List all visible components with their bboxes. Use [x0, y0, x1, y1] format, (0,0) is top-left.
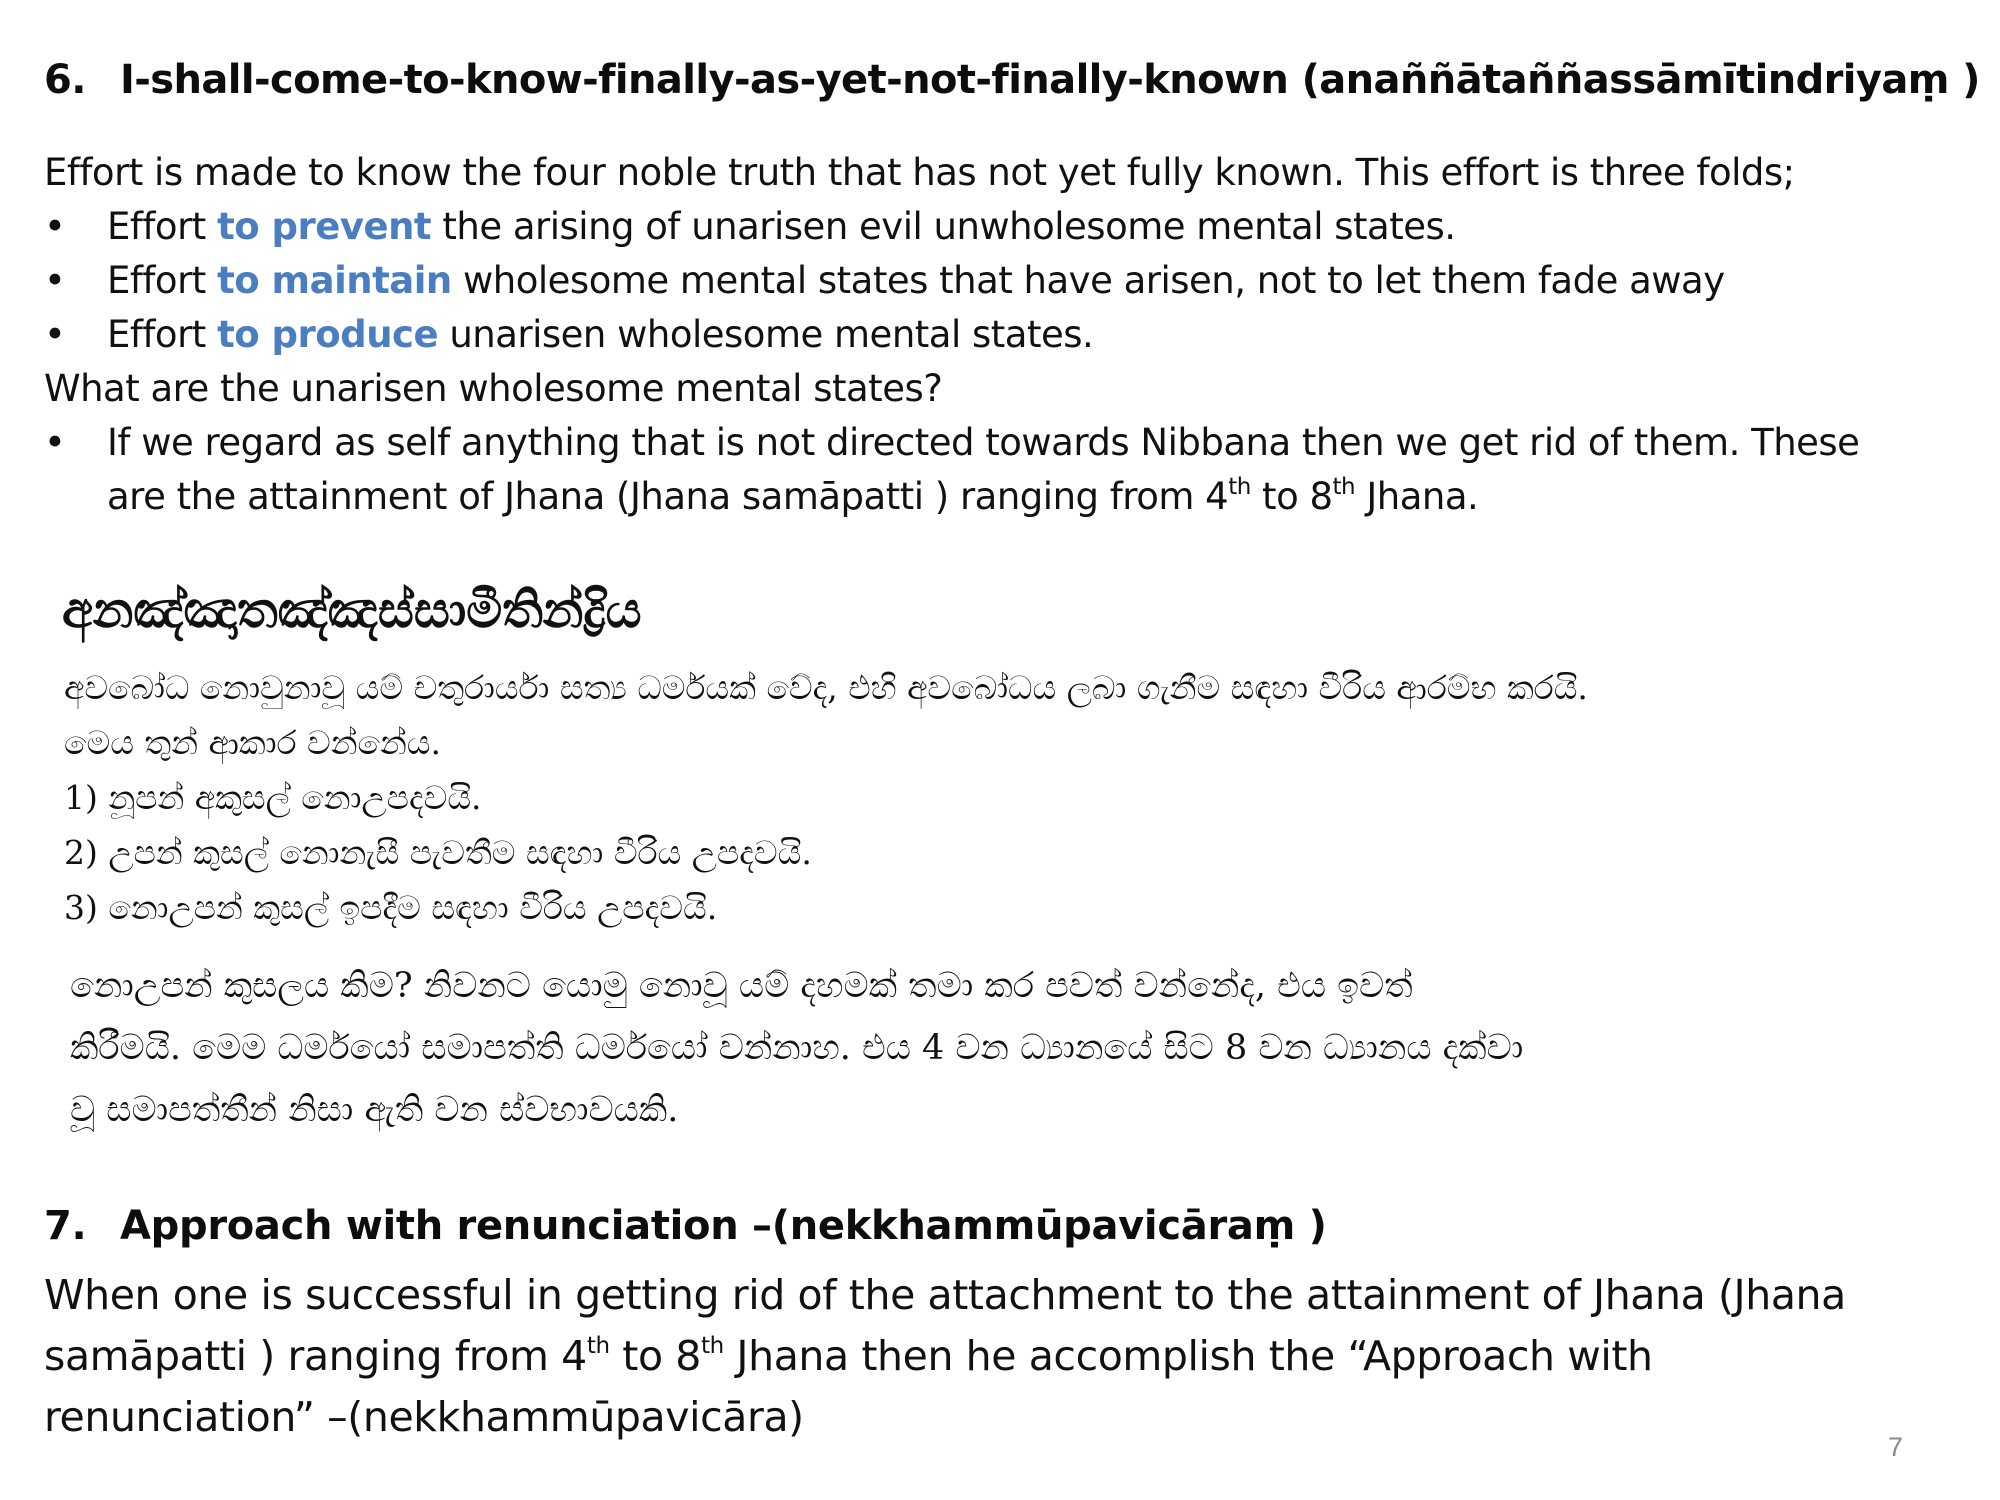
section-7-title: Approach with renunciation –(nekkhammūpavicāraṃ ): [120, 1203, 1327, 1249]
answer-bullet: [44, 416, 1974, 524]
section-7-line-1: When one is successful in getting rid of the attachment to the attainment of Jhana (Jhana: [44, 1271, 1846, 1319]
ordinal-suffix: th: [1228, 473, 1251, 500]
section-6-number: 6.: [44, 57, 86, 103]
effort-post: wholesome mental states that have arisen, not to let them fade away: [451, 259, 1725, 302]
sinhala-para-line-1: නොඋපන් කුසලය කිම? නිවනට යොමු නොවූ යම් දහමක් තමා කර පවත් වන්නේද, එය ඉවත්: [70, 966, 1413, 1006]
section-7-line-2-b: to 8: [609, 1332, 701, 1380]
answer-line-2-b: to 8: [1250, 475, 1333, 518]
section-6-title: I-shall-come-to-know-finally-as-yet-not-finally-known (anaññātaññassāmītindriyaṃ ): [120, 57, 1980, 103]
effort-pre: Effort: [107, 205, 218, 248]
sinhala-item-3: 3) නොඋපන් කුසල් ඉපදීම සඳහා වීරිය උපදවයි.: [64, 888, 718, 927]
effort-highlight-maintain: to maintain: [217, 259, 452, 302]
bullet-dot: •: [44, 259, 66, 302]
section-7-line-3: renunciation” –(nekkhammūpavicāra): [44, 1393, 804, 1441]
section-7-body: [44, 1265, 1974, 1448]
sinhala-item-2: 2) උපන් කුසල් නොනැසී පැවතීම සඳහා වීරිය උපදවයි.: [64, 833, 812, 872]
sinhala-efforts-block: [64, 660, 1964, 935]
bullet-dot: •: [44, 313, 66, 356]
ordinal-suffix: th: [1332, 473, 1356, 500]
section-6-question: What are the unarisen wholesome mental states?: [44, 367, 943, 410]
effort-highlight-prevent: to prevent: [217, 205, 432, 248]
page-number: 7: [1887, 1432, 1903, 1462]
section-7-line-2: [44, 1326, 1974, 1387]
ordinal-suffix: th: [700, 1333, 724, 1360]
bullet-dot: •: [44, 421, 66, 464]
bullet-dot: •: [44, 205, 66, 248]
section-7-line-2-a: samāpatti ) ranging from 4: [44, 1332, 587, 1380]
effort-post: the arising of unarisen evil unwholesome mental states.: [431, 205, 1456, 248]
answer-line-1: If we regard as self anything that is not directed towards Nibbana then we get rid of them. These: [107, 421, 1860, 464]
section-7-line-2-c: Jhana then he accomplish the “Approach with: [723, 1332, 1653, 1380]
effort-bullet-prevent: [44, 200, 1974, 254]
effort-post: unarisen wholesome mental states.: [438, 313, 1094, 356]
section-7-heading: [44, 1202, 1327, 1250]
sinhala-heading: අනඤ්ඤාතඤ්ඤස්සාමීතින්ද්‍රිය: [62, 581, 642, 639]
sinhala-line-2: මෙය තුන් ආකාර වන්නේය.: [64, 723, 442, 762]
effort-bullet-produce: [44, 308, 1974, 362]
answer-line-2-a: are the attainment of Jhana (Jhana samāpatti ) ranging from 4: [107, 475, 1229, 518]
effort-highlight-produce: to produce: [217, 313, 439, 356]
answer-line-2: [107, 470, 1974, 524]
effort-pre: Effort: [107, 259, 218, 302]
section-6-body: [44, 146, 1974, 524]
effort-bullet-maintain: [44, 254, 1974, 308]
section-6-intro: Effort is made to know the four noble truth that has not yet fully known. This effort is three folds;: [44, 151, 1795, 194]
answer-line-2-c: Jhana.: [1355, 475, 1479, 518]
sinhala-para-line-2: කිරීමයි. මෙම ධර්මයෝ සමාපත්ති ධර්මයෝ වන්නාහ. එය 4 වන ධ්‍යානයේ සිට 8 වන ධ්‍යානය දක්වා: [70, 1028, 1524, 1068]
sinhala-para-line-3: වූ සමාපත්තීන් නිසා ඇති වන ස්වභාවයකි.: [70, 1090, 679, 1130]
sinhala-item-1: 1) නූපන් අකුසල් නොඋපදවයි.: [64, 778, 482, 817]
section-6-heading: [44, 56, 1980, 104]
sinhala-line-1: අවබෝධ නොවුනාවූ යම් චතුරාර්යා සත්‍ය ධර්මයක් වේද, එහි අවබෝධය ලබා ගැනීම සඳහා වීරිය ආරම්භ කරයි.: [64, 668, 1588, 707]
ordinal-suffix: th: [586, 1333, 610, 1360]
section-7-number: 7.: [44, 1203, 87, 1249]
sinhala-paragraph: [70, 955, 1970, 1141]
effort-pre: Effort: [107, 313, 218, 356]
